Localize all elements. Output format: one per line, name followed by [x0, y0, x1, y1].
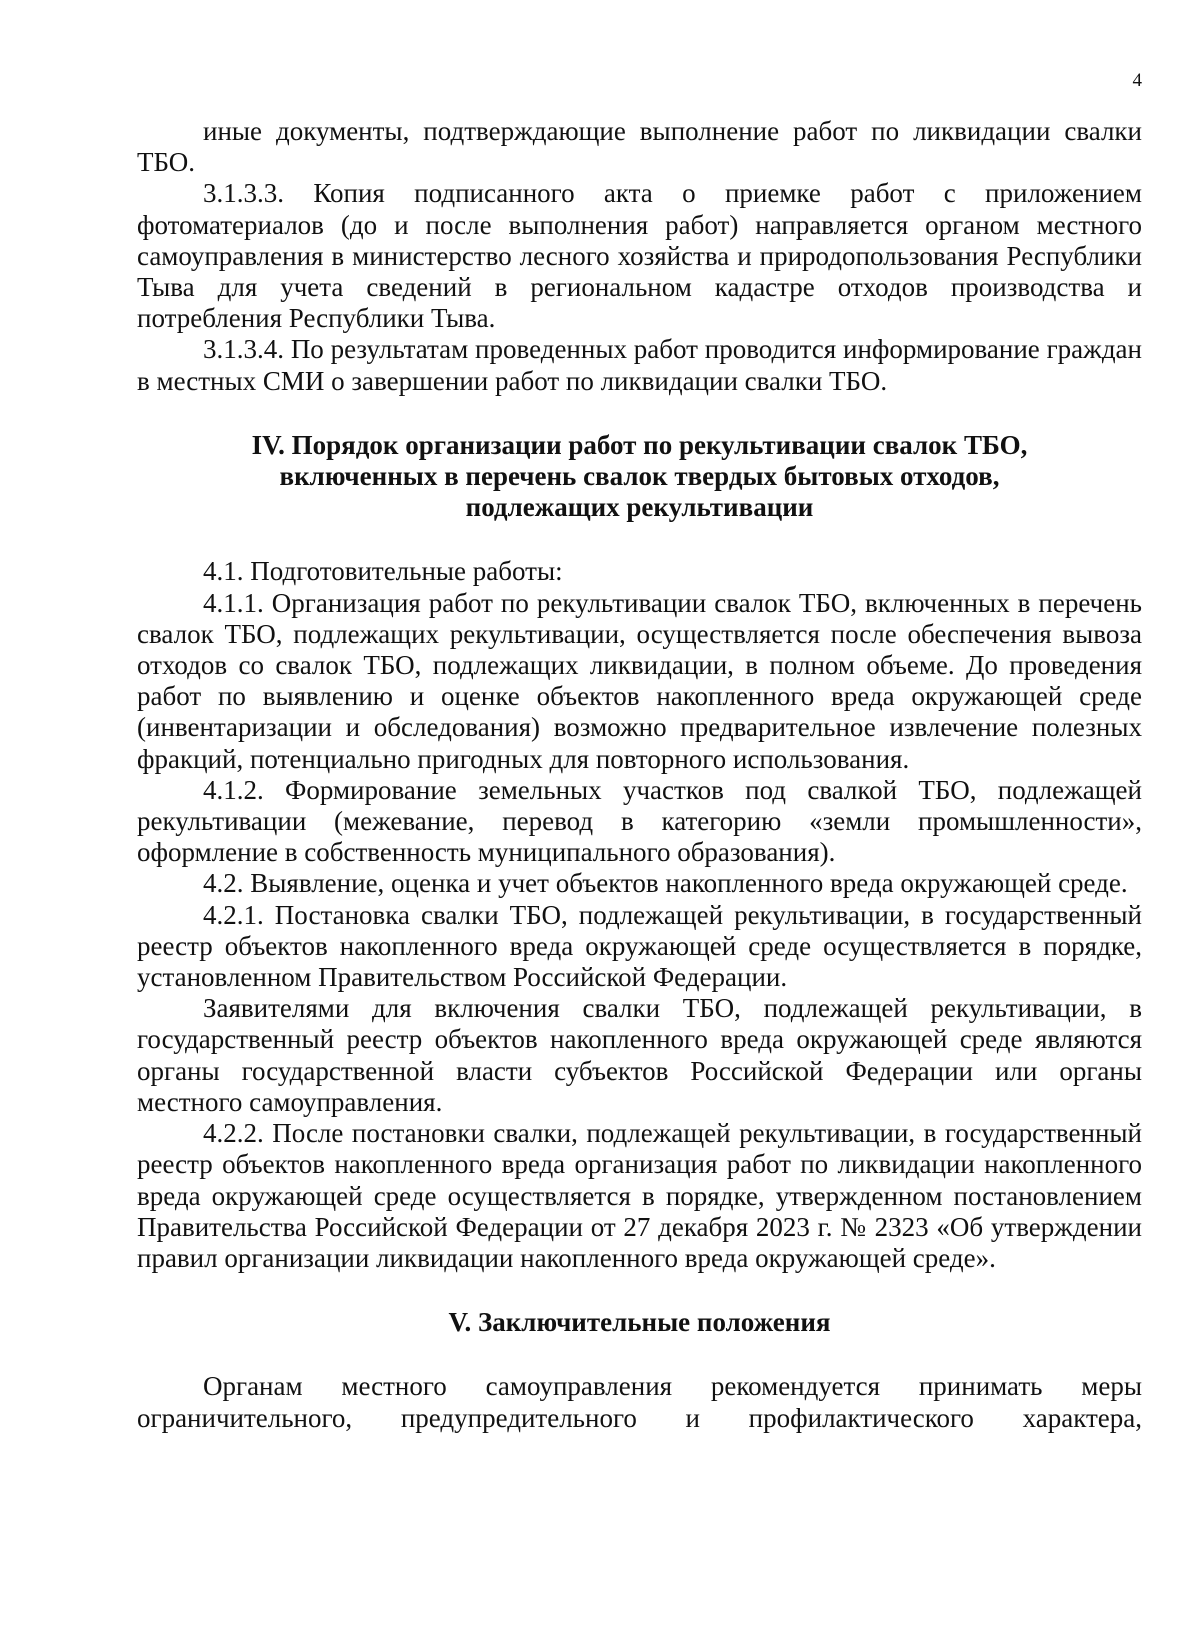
paragraph: иные документы, подтверждающие выполнение работ по ликвидации свалки ТБО.	[137, 116, 1142, 178]
paragraph: 4.2. Выявление, оценка и учет объектов накопленного вреда окружающей среде.	[203, 868, 1128, 899]
paragraph: 4.1. Подготовительные работы:	[203, 556, 563, 587]
paragraph: 4.1.1. Организация работ по рекультивации свалок ТБО, включенных в перечень свалок ТБО, подлежащих рекультивации, осуществляется после обеспечения вывоза отходов со свалок ТБО, подлежащих ликвидации, в полном объеме. До проведения работ по выявлению и оценке объектов накопленного вреда окружающей среде (инвентаризации и обследования) возможно предварительное извлечение полезных фракций, потенциально пригодных для повторного использования.	[137, 587, 1142, 774]
heading-line: IV. Порядок организации работ по рекультивации свалок ТБО,	[251, 429, 1028, 460]
paragraph: 3.1.3.4. По результатам проведенных работ проводится информирование граждан в местных СМИ о завершении работ по ликвидации свалки ТБО.	[137, 334, 1142, 396]
paragraph: Органам местного самоуправления рекомендуется принимать меры ограничительного, предупредительного и профилактического характера,	[137, 1371, 1142, 1433]
paragraph: 4.2.2. После постановки свалки, подлежащей рекультивации, в государственный реестр объектов накопленного вреда организация работ по ликвидации накопленного вреда окружающей среде осуществляется в порядке, утвержденном постановлением Правительства Российской Федерации от 27 декабря 2023 г. № 2323 «Об утверждении правил организации ликвидации накопленного вреда окружающей среде».	[137, 1118, 1142, 1273]
document-body	[137, 116, 1142, 1434]
paragraph: 3.1.3.3. Копия подписанного акта о приемке работ с приложением фотоматериалов (до и после выполнения работ) направляется органом местного самоуправления в министерство лесного хозяйства и природопользования Республики Тыва для учета сведений в региональном кадастре отходов производства и потребления Республики Тыва.	[137, 178, 1142, 334]
heading-line: подлежащих рекультивации	[465, 492, 814, 523]
section-heading-v: V. Заключительные положения	[448, 1307, 831, 1338]
section-heading-iv	[137, 430, 1142, 524]
paragraph: 4.1.2. Формирование земельных участков под свалкой ТБО, подлежащей рекультивации (межевание, перевод в категорию «земли промышленности», оформление в собственность муниципального образования).	[137, 774, 1142, 868]
paragraph: Заявителями для включения свалки ТБО, подлежащей рекультивации, в государственный реестр объектов накопленного вреда окружающей среде являются органы государственной власти субъектов Российской Федерации или органы местного самоуправления.	[137, 993, 1142, 1117]
heading-line: включенных в перечень свалок твердых бытовых отходов,	[279, 461, 1000, 492]
page-number: 4	[1132, 70, 1142, 91]
paragraph: 4.2.1. Постановка свалки ТБО, подлежащей рекультивации, в государственный реестр объектов накопленного вреда окружающей среде осуществляется в порядке, установленном Правительством Российской Федерации.	[137, 899, 1142, 993]
